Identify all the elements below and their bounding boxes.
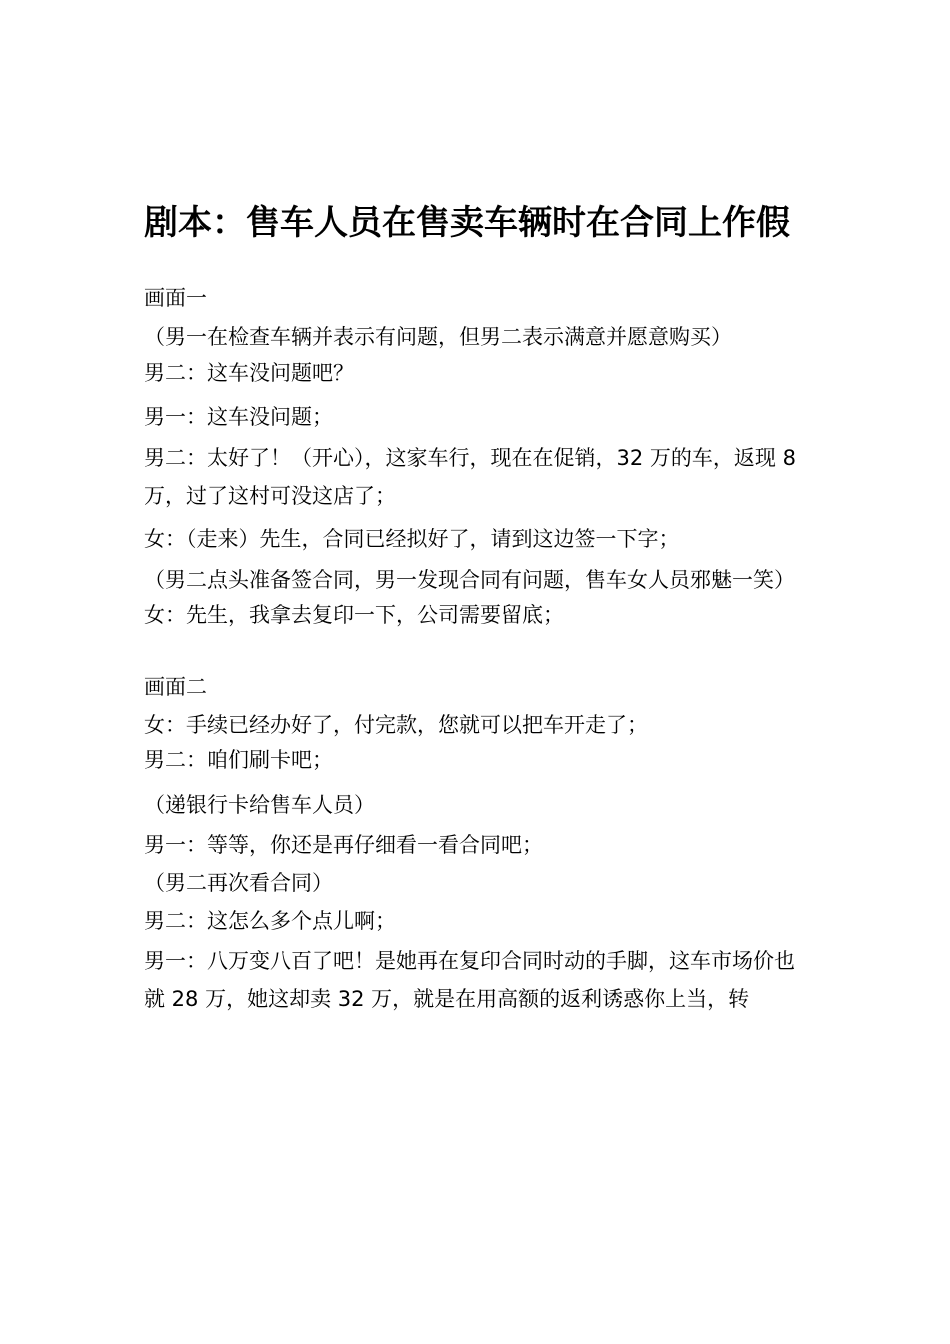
scene-heading-1: 画面一	[144, 286, 207, 310]
stage-direction: （男一在检查车辆并表示有问题，但男二表示满意并愿意购买）	[144, 325, 732, 349]
dialogue-line: 男一：这车没问题；	[144, 405, 333, 429]
dialogue-line: 女：（走来）先生，合同已经拟好了，请到这边签一下字；	[144, 527, 680, 551]
dialogue-line: 男二：咱们刷卡吧；	[144, 748, 333, 772]
dialogue-line: 女：手续已经办好了，付完款，您就可以把车开走了；	[144, 713, 648, 737]
stage-direction: （递银行卡给售车人员）	[144, 793, 375, 817]
dialogue-line: 男一：八万变八百了吧！是她再在复印合同时动的手脚，这车市场价也就 28 万，她这却卖 32 万，就是在用高额的返利诱惑你上当，转	[144, 949, 795, 1011]
dialogue-line: 男二：太好了！（开心），这家车行，现在在促销，32 万的车，返现 8 万，过了这村可没这店了；	[144, 446, 796, 508]
stage-direction: （男二点头准备签合同，男一发现合同有问题，售车女人员邪魅一笑）	[144, 568, 795, 592]
dialogue-line: 男一：等等，你还是再仔细看一看合同吧；	[144, 833, 543, 857]
scene-heading-2: 画面二	[144, 675, 207, 699]
dialogue-line: 男二：这车没问题吧？	[144, 361, 354, 385]
dialogue-line: 男二：这怎么多个点儿啊；	[144, 909, 396, 933]
dialogue-line: 女：先生，我拿去复印一下，公司需要留底；	[144, 603, 564, 627]
script-title: 剧本：售车人员在售卖车辆时在合同上作假	[144, 203, 790, 243]
stage-direction: （男二再次看合同）	[144, 871, 333, 895]
